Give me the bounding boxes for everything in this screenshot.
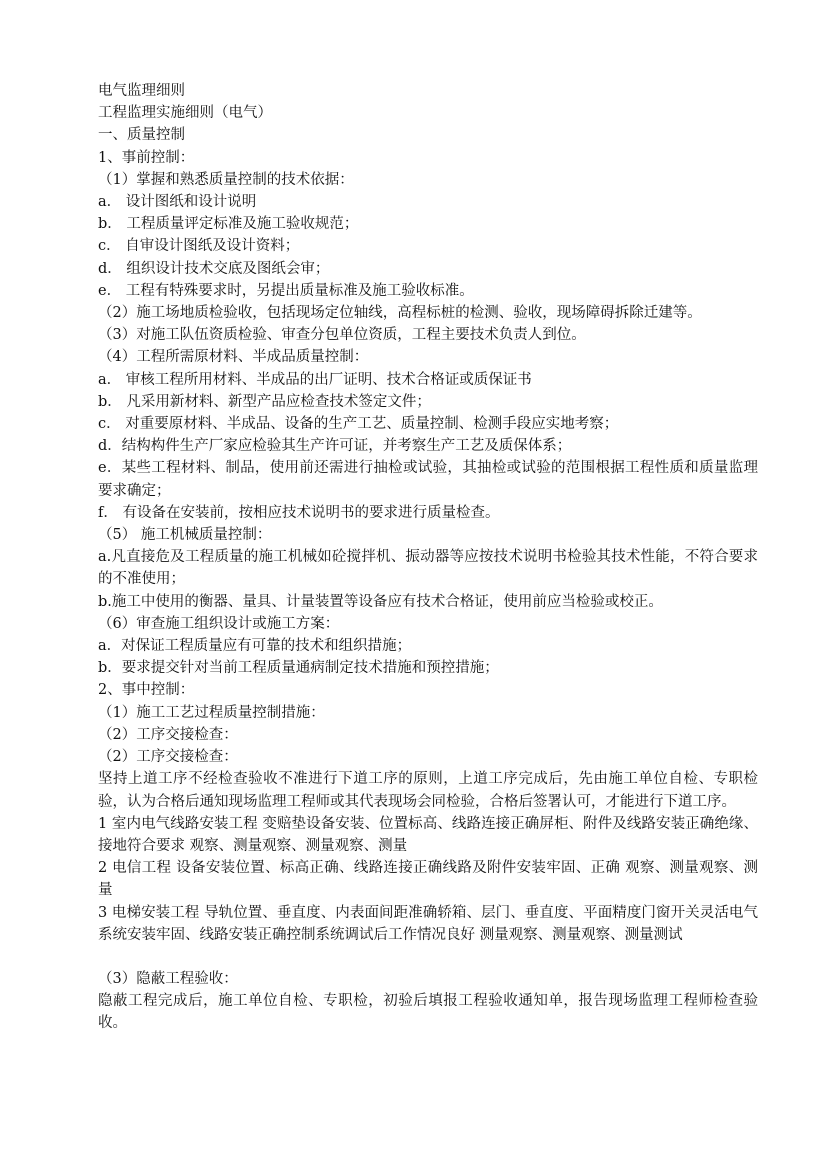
paragraph: （1）施工工艺过程质量控制措施： bbox=[98, 704, 325, 721]
section-heading: 一、质量控制 bbox=[98, 127, 185, 144]
subsection-heading: 1、事前控制： bbox=[98, 149, 195, 166]
list-item: a． 审核工程所用材料、半成品的出厂证明、技术合格证或质保证书 bbox=[98, 371, 532, 388]
list-item: e．某些工程材料、制品，使用前还需进行抽检或试验，其抽检或试验的范围根据工程性质和质量监理要求确定； bbox=[98, 460, 758, 499]
list-item: f． 有设备在安装前，按相应技术说明书的要求进行质量检查。 bbox=[98, 504, 500, 521]
paragraph: 坚持上道工序不经检查验收不准进行下道工序的原则，上道工序完成后，先由施工单位自检、专职检验，认为合格后通知现场监理工程师或其代表现场会同检验，合格后签署认可，才能进行下道工序。 bbox=[98, 771, 758, 810]
paragraph: （2）工序交接检查： bbox=[98, 726, 238, 743]
paragraph: （5） 施工机械质量控制： bbox=[98, 527, 272, 544]
paragraph: （4）工程所需原材料、半成品质量控制： bbox=[98, 349, 369, 366]
paragraph: （1）掌握和熟悉质量控制的技术依据： bbox=[98, 171, 354, 188]
document-body bbox=[98, 80, 758, 1035]
paragraph: 隐蔽工程完成后，施工单位自检、专职检，初验后填报工程验收通知单，报告现场监理工程师检查验收。 bbox=[98, 993, 758, 1032]
table-row-text: 2 电信工程 设备安装位置、标高正确、线路连接正确线路及附件安装牢固、正确 观察、测量观察、测量 bbox=[98, 860, 758, 899]
list-item: b． 工程质量评定标准及施工验收规范； bbox=[98, 216, 359, 233]
paragraph: （6）审查施工组织设计或施工方案： bbox=[98, 615, 340, 632]
paragraph: （2）施工场地质检验收，包括现场定位轴线，高程标桩的检测、验收，现场障碍拆除迁建等。 bbox=[98, 305, 702, 322]
table-row-text: 1 室内电气线路安装工程 变赔垫设备安装、位置标高、线路连接正确屏柜、附件及线路安装正确绝缘、接地符合要求 观察、测量观察、测量观察、测量 bbox=[98, 815, 758, 854]
list-item: a.凡直接危及工程质量的施工机械如砼搅拌机、振动器等应按技术说明书检验其技术性能，不符合要求的不准使用； bbox=[98, 549, 758, 588]
document-title: 电气监理细则 bbox=[98, 83, 185, 99]
subsection-heading: 2、事中控制： bbox=[98, 682, 195, 699]
list-item: a．对保证工程质量应有可靠的技术和组织措施； bbox=[98, 638, 412, 655]
list-item: b.施工中使用的衡器、量具、计量装置等设备应有技术合格证，使用前应当检验或校正。 bbox=[98, 593, 663, 610]
list-item: a． 设计图纸和设计说明 bbox=[98, 194, 257, 211]
list-item: b． 凡采用新材料、新型产品应检查技术签定文件； bbox=[98, 393, 431, 410]
list-item: d．结构构件生产厂家应检验其生产许可证，并考察生产工艺及质保体系； bbox=[98, 438, 572, 455]
document-subtitle: 工程监理实施细则（电气） bbox=[98, 105, 272, 122]
table-row-text: 3 电梯安装工程 导轨位置、垂直度、内表面间距准确轿箱、层门、垂直度、平面精度门窗开关灵活电气系统安装牢固、线路安装正确控制系统调试后工作情况良好 测量观察、测量观察、测量测试 bbox=[98, 904, 758, 943]
blank-line bbox=[98, 946, 758, 968]
list-item: c． 自审设计图纸及设计资料； bbox=[98, 238, 300, 255]
list-item: b．要求提交针对当前工程质量通病制定技术措施和预控措施； bbox=[98, 660, 499, 677]
paragraph: （3）对施工队伍资质检验、审查分包单位资质，工程主要技术负责人到位。 bbox=[98, 327, 586, 344]
list-item: c． 对重要原材料、半成品、设备的生产工艺、质量控制、检测手段应实地考察； bbox=[98, 416, 619, 433]
paragraph: （3）隐蔽工程验收： bbox=[98, 970, 238, 987]
list-item: d． 组织设计技术交底及图纸会审； bbox=[98, 260, 330, 277]
paragraph: （2）工序交接检查： bbox=[98, 749, 238, 766]
list-item: e． 工程有特殊要求时，另提出质量标准及施工验收标准。 bbox=[98, 282, 474, 299]
